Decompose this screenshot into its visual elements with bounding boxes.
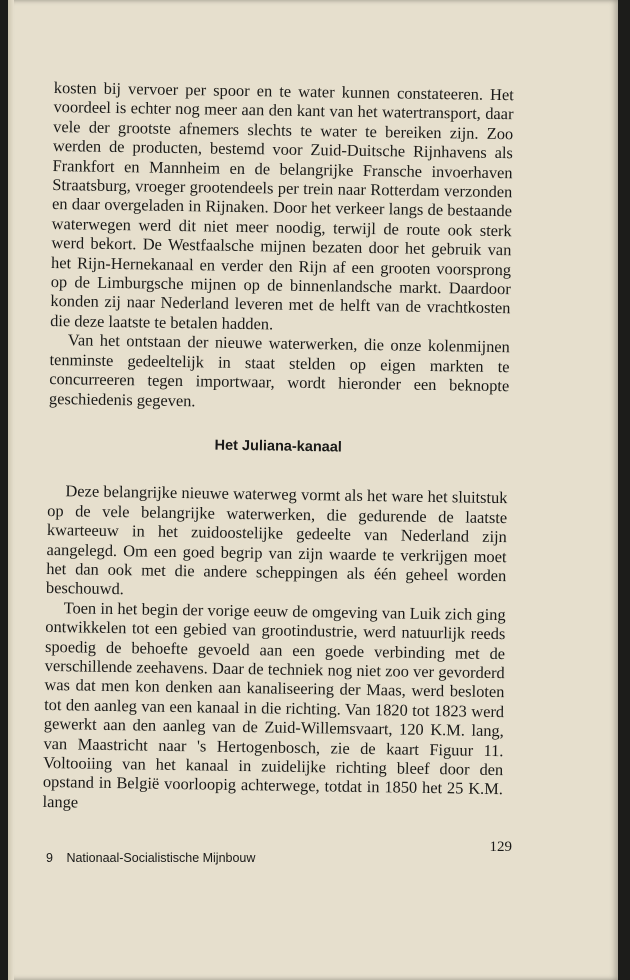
paragraph: Van het ontstaan der nieuwe waterwerken, die onze kolenmijnen tenminste gedeeltelijk in staat stelden op eigen markten te concurreeren tegen importwaar, wordt hieronder een beknopte geschiedenis gegeven. — [48, 330, 510, 410]
page-spine-shadow — [8, 0, 14, 980]
page-footer — [46, 835, 516, 875]
paragraph: Deze belangrijke nieuwe waterweg vormt als het ware het sluitstuk op de vele belangrijke waterwerken, die gedurende de laatste kwarteeuw in het zuidoostelijke gedeelte van Nederland zijn aangelegd. Om een goed begrip van zijn waarde te verkrijgen moet het dan ook met die andere scheppingen als één geheel worden beschouwd. — [45, 481, 508, 599]
section-heading: Het Juliana-kanaal — [214, 437, 343, 456]
signature-number: 9 — [46, 851, 53, 865]
body-text — [42, 78, 513, 818]
printer-signature — [46, 851, 255, 865]
paragraph: Toen in het begin der vorige eeuw de omgeving van Luik zich ging ontwikkelen tot een gebied van grootindustrie, werd natuurlijk reeds spoedig de behoefte gevoeld aan een goede verbinding met de verschillende zeehavens. Daar de techniek nog niet zoo ver gevorderd was dat men kon denken aan kanaliseering der Maas, werd besloten tot den aanleg van een kanaal in die richting. Van 1820 tot 1823 werd gewerkt aan den aanleg van de Zuid-Willemsvaart, 120 K.M. lang, van Maastricht naar 's Hertogenbosch, zie de kaart Figuur 11. Voltooiing van het kanaal in zuidelijke richting bleef door den opstand in België voorloopig achterwege, totdat in 1850 het 25 K.M. lange — [42, 597, 506, 812]
book-page — [8, 0, 618, 980]
signature-title: Nationaal-Socialistische Mijnbouw — [66, 851, 256, 865]
page-number: 129 — [489, 839, 512, 855]
paragraph-continued: kosten bij vervoer per spoor en te water kunnen constateeren. Het voordeel is echter nog meer aan den kant van het watertransport, daar vele der grootste afnemers slechts te water te bereiken zijn. Zoo werden de producten, bestemd voor Zuid-Duitsche Rijnhavens als Frankfort en Mannheim en de belangrijke Fransche invoerhaven Straatsburg, vroeger grootendeels per trein naar Rotterdam verzonden en daar overgeladen in Rijnaken. Door het verkeer langs de bestaande waterwegen werd dit niet meer noodig, terwijl de route ook sterk werd bekort. De Westfaalsche mijnen bezaten door het gebruik van het Rijn-Hernekanaal en verder den Rijn af een grooten voorsprong op de Limburgsche mijnen op de binnenlandsche markt. Daardoor konden zij naar Nederland leveren met de helft van de vrachtkosten die deze laatste te betalen hadden. — [50, 78, 514, 334]
